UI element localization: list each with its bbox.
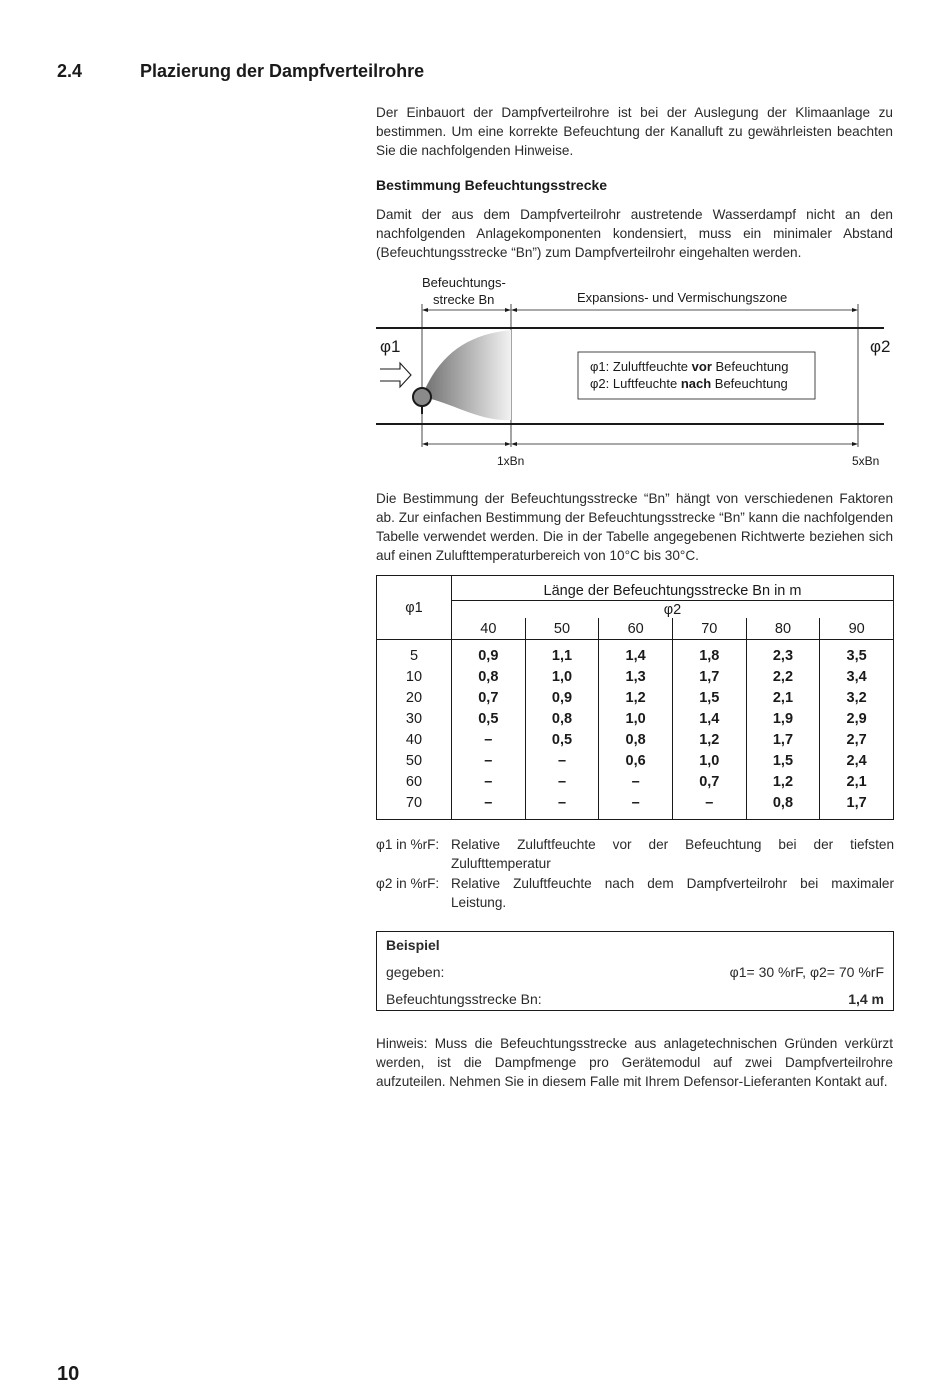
subheading: Bestimmung Befeuchtungsstrecke xyxy=(376,177,608,193)
table-row-phi1: 10 xyxy=(377,666,452,687)
example-box xyxy=(376,931,894,1011)
table-title: Länge der Befeuchtungsstrecke Bn in m xyxy=(543,583,802,599)
bn-arrow-left xyxy=(422,308,428,312)
table-cell: – xyxy=(452,792,526,813)
bn-arrow-right xyxy=(505,308,511,312)
diagram-legend-line2: φ2: Luftfeuchte nach Befeuchtung xyxy=(590,376,788,391)
table-cell: 0,8 xyxy=(525,708,599,729)
table-row xyxy=(377,708,894,729)
table-cell: – xyxy=(599,771,673,792)
label-bn-line2: strecke Bn xyxy=(433,292,495,307)
legend-key: φ1 in %rF: xyxy=(376,837,440,852)
zone-arrow-left xyxy=(511,308,517,312)
table-row xyxy=(377,687,894,708)
table-cell: 1,9 xyxy=(746,708,820,729)
table-cell: 0,7 xyxy=(452,687,526,708)
table-cell: 0,6 xyxy=(599,750,673,771)
distribution-pipe-icon xyxy=(413,388,431,406)
table-cell: 0,5 xyxy=(525,729,599,750)
table-cell: – xyxy=(452,729,526,750)
label-bn-line1: Befeuchtungs- xyxy=(422,275,506,290)
label-phi1: φ1 xyxy=(380,337,401,356)
table-cell: – xyxy=(599,792,673,813)
diagram-legend-line1: φ1: Zuluftfeuchte vor Befeuchtung xyxy=(590,359,789,374)
table-cell: 0,7 xyxy=(672,771,746,792)
table-cell: 1,5 xyxy=(672,687,746,708)
steam-plume xyxy=(422,330,511,420)
table-cell: 2,2 xyxy=(746,666,820,687)
table-cell: 1,0 xyxy=(672,750,746,771)
table-cell: 1,5 xyxy=(746,750,820,771)
legend-key: φ2 in %rF: xyxy=(376,876,440,891)
table-cell: 1,7 xyxy=(746,729,820,750)
table-row-phi1: 30 xyxy=(377,708,452,729)
paragraph-2: Die Bestimmung der Befeuchtungsstrecke “Bn” hängt von verschiedenen Faktoren ab. Zur einfachen Bestimmung der Befeuchtungsstrecke “Bn” kann die nachfolgenden Tabelle verwendet werden. Die in der Tabelle angegebenen Richtwerte beziehen sich auf einen Zulufttemperaturbereich von 10°C bis 30°C. xyxy=(376,491,893,563)
table-column-header: 80 xyxy=(746,618,820,640)
legend-text: Relative Zuluftfeuchte vor der Befeuchtung bei der tiefsten Zulufttemperatur xyxy=(451,837,894,871)
bn-table xyxy=(376,575,894,820)
section-title: Plazierung der Dampfverteilrohre xyxy=(140,61,425,81)
table-cell: 0,8 xyxy=(746,792,820,813)
table-cell: 2,7 xyxy=(846,731,867,748)
airflow-arrow-icon xyxy=(380,363,411,387)
table-cell: 0,5 xyxy=(452,708,526,729)
table-column-header: 50 xyxy=(525,618,599,640)
table-cell: 1,8 xyxy=(672,645,746,666)
table-phi1-header: φ1 xyxy=(377,576,452,640)
example-title: Beispiel xyxy=(386,937,440,953)
paragraph-1: Damit der aus dem Dampfverteilrohr austretende Wasserdampf nicht an den nachfolgenden Anlagekomponenten kondensiert, muss ein minimaler Abstand (Befeuchtungsstrecke “Bn”) zum Dampfverteilrohr eingehalten werden. xyxy=(376,207,893,260)
table-row-phi1: 50 xyxy=(377,750,452,771)
example-result-label: Befeuchtungsstrecke Bn: xyxy=(386,991,542,1007)
example-result-value: 1,4 m xyxy=(848,991,884,1007)
example-given-value: φ1= 30 %rF, φ2= 70 %rF xyxy=(729,964,884,980)
note-paragraph: Hinweis: Muss die Befeuchtungsstrecke aus anlagetechnischen Gründen verkürzt werden, ist die Dampfmenge pro Gerätemodul auf zwei Dampfverteilrohre aufzuteilen. Nehmen Sie in diesem Falle mit Ihrem Defensor-Lieferanten Kontakt auf. xyxy=(376,1036,893,1089)
table-column-header: 60 xyxy=(599,618,673,640)
table-row xyxy=(377,792,894,813)
table-column-header: 40 xyxy=(452,618,526,640)
table-cell: – xyxy=(525,792,599,813)
table-cell: 2,4 xyxy=(846,752,867,769)
table-column-header: 90 xyxy=(848,620,865,637)
table-cell: – xyxy=(525,771,599,792)
table-cell: 3,5 xyxy=(846,647,867,664)
table-row xyxy=(377,666,894,687)
table-row-phi1: 70 xyxy=(377,792,452,813)
table-cell: 0,9 xyxy=(525,687,599,708)
legend-item-phi2 xyxy=(376,874,894,912)
label-zone: Expansions- und Vermischungszone xyxy=(577,290,788,305)
mark-1bn: 1xBn xyxy=(497,454,525,468)
page-number: 10 xyxy=(57,1363,80,1385)
table-row xyxy=(377,771,894,792)
table-cell: 0,9 xyxy=(452,645,526,666)
legend-text: Relative Zuluftfeuchte nach dem Dampfverteilrohr bei maximaler Leistung. xyxy=(451,876,894,910)
table-cell: 2,1 xyxy=(846,773,867,790)
table-row-phi1: 20 xyxy=(377,687,452,708)
table-cell: 1,2 xyxy=(599,687,673,708)
humidification-diagram xyxy=(370,272,895,472)
table-cell: 1,4 xyxy=(599,645,673,666)
section-number: 2.4 xyxy=(57,61,83,81)
table-cell: – xyxy=(525,750,599,771)
example-given-label: gegeben: xyxy=(386,964,445,980)
table-row xyxy=(377,645,894,666)
intro-paragraph: Der Einbauort der Dampfverteilrohre ist bei der Auslegung der Klimaanlage zu bestimmen. Um eine korrekte Befeuchtung der Kanalluft zu gewährleisten beachten Sie die nachfolgenden Hinweise. xyxy=(376,105,893,158)
zone-arrow-right xyxy=(852,308,858,312)
table-cell: 3,2 xyxy=(846,689,867,706)
legend-item-phi1 xyxy=(376,835,894,873)
table-cell: 1,0 xyxy=(525,666,599,687)
table-cell: 0,8 xyxy=(599,729,673,750)
table-cell: 3,4 xyxy=(846,668,867,685)
table-row-phi1: 40 xyxy=(377,729,452,750)
table-column-header: 70 xyxy=(672,618,746,640)
table-cell: 2,9 xyxy=(846,710,867,727)
label-phi2: φ2 xyxy=(870,337,891,356)
table-row-phi1: 5 xyxy=(377,645,452,666)
table-cell: 0,8 xyxy=(452,666,526,687)
table-cell: 1,4 xyxy=(672,708,746,729)
table-cell: – xyxy=(672,792,746,813)
table-cell: – xyxy=(452,771,526,792)
table-cell: 1,1 xyxy=(525,645,599,666)
table-cell: 1,7 xyxy=(672,666,746,687)
table-row-phi1: 60 xyxy=(377,771,452,792)
mark-5bn: 5xBn xyxy=(852,454,880,468)
table-cell: 1,0 xyxy=(599,708,673,729)
table-cell: 2,1 xyxy=(746,687,820,708)
table-cell: 1,2 xyxy=(746,771,820,792)
table-cell: 2,3 xyxy=(746,645,820,666)
table-row xyxy=(377,729,894,750)
table-row xyxy=(377,750,894,771)
table-cell: 1,3 xyxy=(599,666,673,687)
table-cell: 1,2 xyxy=(672,729,746,750)
table-phi2-header: φ2 xyxy=(663,601,682,618)
table-cell: 1,7 xyxy=(846,794,867,811)
table-cell: – xyxy=(452,750,526,771)
